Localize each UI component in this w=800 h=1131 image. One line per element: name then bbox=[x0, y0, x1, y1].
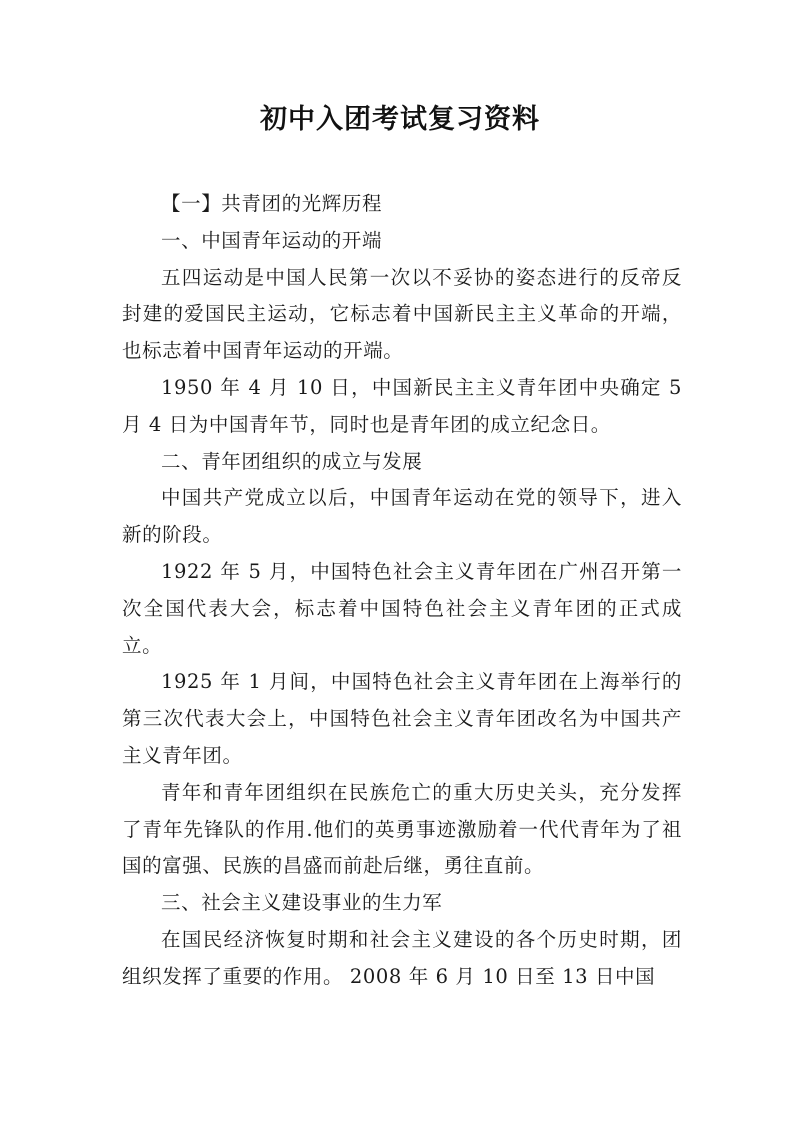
subsection-heading: 三、社会主义建设事业的生力军 bbox=[161, 891, 443, 915]
subsection-heading: 一、中国青年运动的开端 bbox=[161, 228, 383, 252]
body-paragraph: 1950 年 4 月 10 日，中国新民主主义青年团中央确定 5 月 4 日为中国青年节，同时也是青年团的成立纪念日。 bbox=[122, 375, 682, 436]
document-title: 初中入团考试复习资料 bbox=[260, 104, 540, 135]
body-paragraph: 在国民经济恢复时期和社会主义建设的各个历史时期，团组织发挥了重要的作用。 2008 年 6 月 10 日至 13 日中国 bbox=[122, 927, 682, 988]
document-body bbox=[122, 186, 682, 996]
body-paragraph: 中国共产党成立以后，中国青年运动在党的领导下，进入新的阶段。 bbox=[122, 486, 682, 547]
subsection-heading: 二、青年团组织的成立与发展 bbox=[161, 449, 423, 473]
body-paragraph: 五四运动是中国人民第一次以不妥协的姿态进行的反帝反封建的爱国民主运动，它标志着中国新民主主义革命的开端，也标志着中国青年运动的开端。 bbox=[122, 265, 682, 363]
body-paragraph: 1922 年 5 月，中国特色社会主义青年团在广州召开第一次全国代表大会，标志着中国特色社会主义青年团的正式成立。 bbox=[122, 559, 682, 657]
section-heading: 【一】共青团的光辉历程 bbox=[161, 192, 383, 215]
body-paragraph: 青年和青年团组织在民族危亡的重大历史关头，充分发挥了青年先锋队的作用.他们的英勇事迹激励着一代代青年为了祖国的富强、民族的昌盛而前赴后继，勇往直前。 bbox=[122, 780, 682, 878]
body-paragraph: 1925 年 1 月间，中国特色社会主义青年团在上海举行的第三次代表大会上，中国特色社会主义青年团改名为中国共产主义青年团。 bbox=[122, 670, 682, 767]
